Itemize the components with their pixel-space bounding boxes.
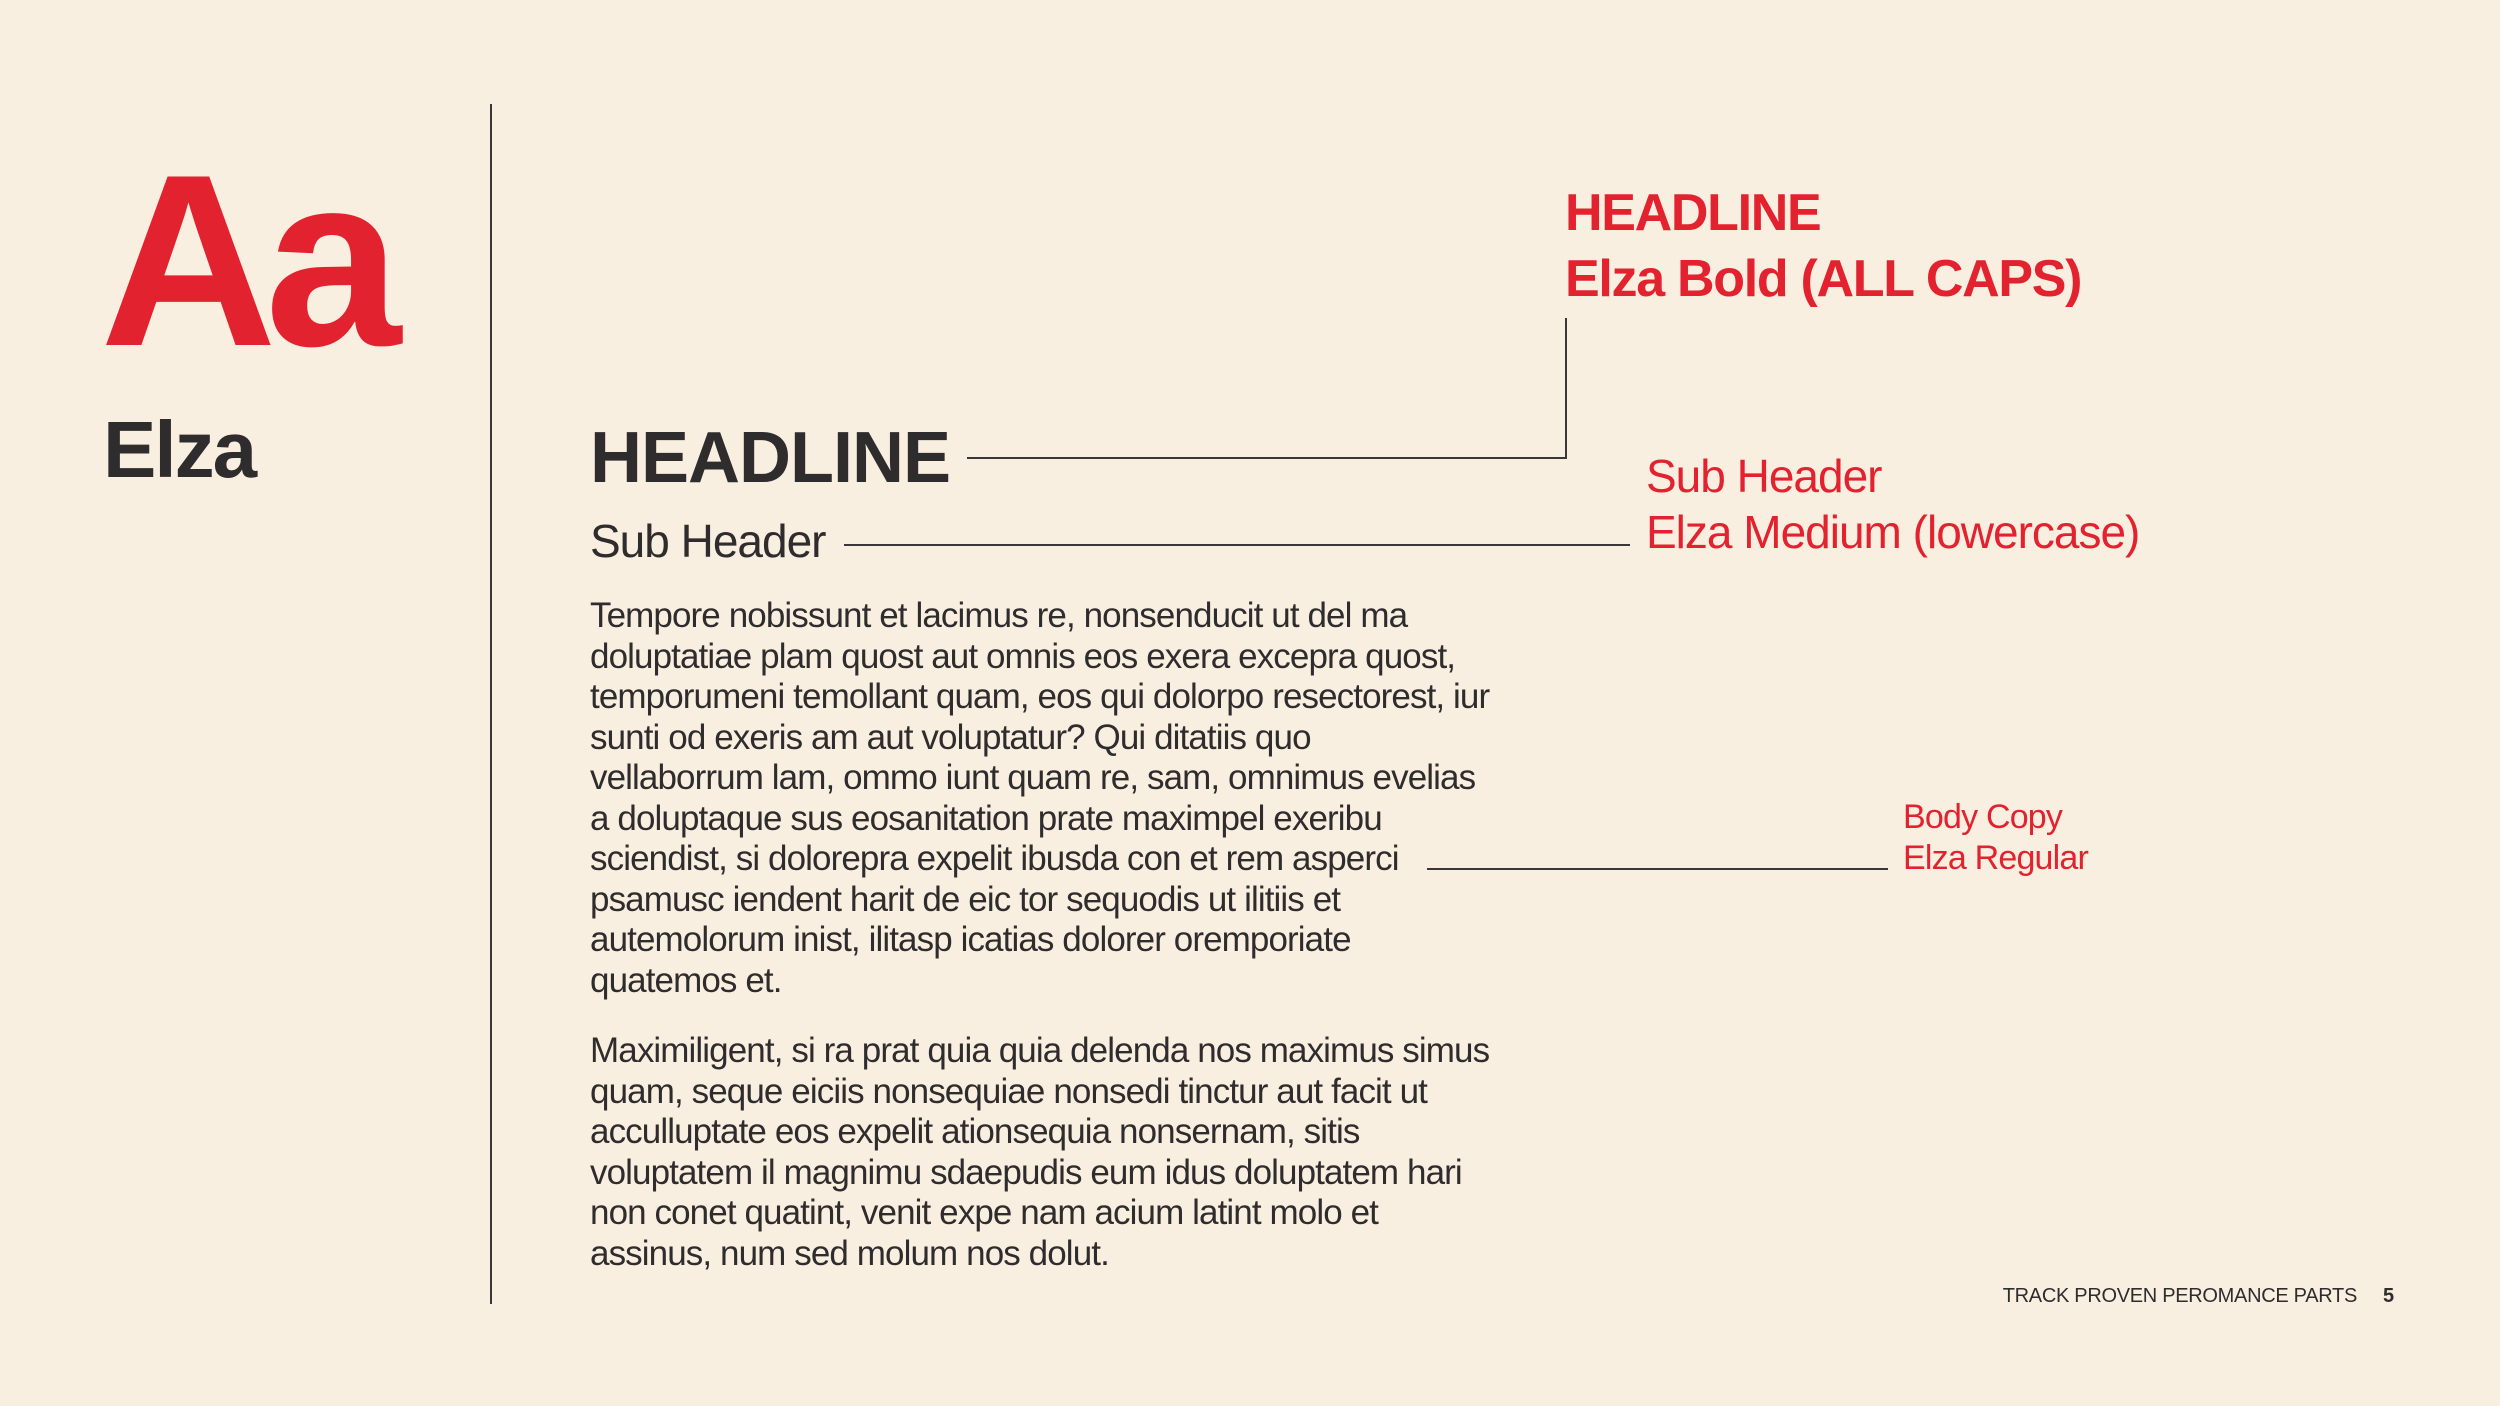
body-paragraph: Tempore nobissunt et lacimus re, nonsenducit ut del ma doluptatiae plam quost aut omnis eos exera excepra quost, temporumeni temollant quam, eos qui dolorpo resectorest, iur sunti od exeris am aut voluptatur? Qui ditatiis quo vellaborrum lam, ommo iunt quam re, sam, omnimus evelias a doluptaque sus eosanitation prate maximpel exeribu sciendist, si dolorepra expelit ibusda con et rem asperci psamusc iendent harit de eic tor sequodis ut ilitiis et autemolorum inist, ilitasp icatias dolorer oremporiate quatemos et. [590,596,1490,1000]
headline-leader-horizontal [967,457,1567,459]
subheader-annotation-title: Sub Header [1646,450,1882,502]
sample-headline: HEADLINE [590,418,951,498]
headline-annotation-font: Elza Bold (ALL CAPS) [1565,250,2082,308]
sample-subheader: Sub Header [590,515,826,567]
subheader-annotation-font: Elza Medium (lowercase) [1646,506,2140,558]
footer-brand-text: TRACK PROVEN PEROMANCE PARTS [2002,1285,2357,1307]
body-annotation-title: Body Copy [1903,798,2063,836]
body-annotation-font: Elza Regular [1903,839,2089,877]
font-name: Elza [103,405,256,494]
sample-body-copy [590,596,1490,1304]
headline-annotation-title: HEADLINE [1565,184,1821,242]
headline-leader-vertical [1565,318,1567,459]
font-specimen-glyphs: Aa [100,123,390,397]
subheader-leader [844,544,1630,546]
headline-annotation [1565,180,2081,312]
vertical-divider [490,104,492,1304]
body-annotation [1903,797,2088,879]
body-paragraph: Maximiligent, si ra prat quia quia delenda nos maximus simus quam, seque eiciis nonsequiae nonsedi tinctur aut facit ut acculluptate eos expelit ationsequia nonsernam, sitis voluptatem il magnimu sdaepudis eum idus doluptatem hari non conet quatint, venit expe nam acium latint molo et assinus, num sed molum nos dolut. [590,1031,1490,1273]
subheader-annotation [1646,448,2139,560]
page-number: 5 [2383,1285,2395,1307]
body-leader [1427,868,1888,870]
